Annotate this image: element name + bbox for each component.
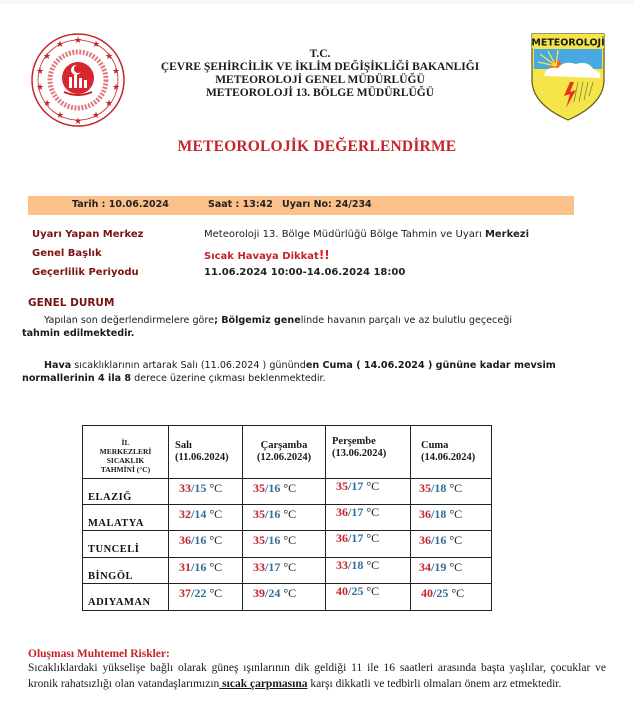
low-temp: 16	[434, 533, 447, 547]
corner-line: SICAKLIK	[106, 456, 145, 465]
center-value	[204, 229, 529, 240]
high-temp: 35	[253, 533, 265, 547]
table-row	[83, 505, 492, 531]
unit: °C	[363, 479, 380, 493]
general-status-paragraph-2	[22, 359, 556, 385]
corner-line: MERKEZLERİ	[99, 447, 152, 456]
high-temp: 33	[336, 558, 348, 572]
low-temp: 18	[351, 558, 364, 572]
date-label: (12.06.2024)	[256, 452, 312, 463]
unit: °C	[363, 505, 380, 519]
temperature-forecast-table	[82, 425, 492, 611]
high-temp: 33	[253, 560, 265, 574]
risks-paragraph	[28, 661, 606, 692]
low-temp: 25	[351, 584, 364, 598]
low-temp: 17	[268, 560, 281, 574]
temp-cell: 32/14 °C	[169, 505, 243, 531]
unit: °C	[280, 533, 297, 547]
high-temp: 35	[253, 507, 265, 521]
table-row	[83, 558, 492, 584]
svg-text:★: ★	[91, 40, 101, 50]
header-line-directorate: METEOROLOJİ GENEL MÜDÜRLÜĞÜ	[215, 74, 425, 86]
temp-cell: 36/18 °C	[411, 505, 492, 531]
day-label: Salı	[175, 440, 192, 451]
temp-cell: 36/17 °C	[326, 531, 411, 558]
meteorology-shield-icon	[530, 32, 606, 122]
temp-cell: 33/15 °C	[169, 479, 243, 505]
unit: °C	[363, 584, 380, 598]
unit: °C	[280, 481, 297, 495]
general-title-label: Genel Başlık	[32, 248, 102, 259]
high-temp: 36	[419, 533, 431, 547]
warning-info-bar	[28, 196, 574, 215]
unit: °C	[446, 507, 463, 521]
svg-text:★: ★	[35, 67, 45, 77]
temp-cell: 34/19 °C	[411, 558, 492, 584]
p2-text-d: normallerinin 4 ila 8	[22, 373, 132, 384]
city-name: TUNCELİ	[83, 531, 169, 558]
risks-heading: Oluşması Muhtemel Riskler:	[28, 648, 170, 660]
low-temp: 16	[268, 481, 281, 495]
risks-text-b: karşı dikkatli ve tedbirli olmaları önem arz etmektedir.	[307, 677, 562, 690]
p2-text-e: derece üzerine çıkması beklenmektedir.	[131, 373, 326, 384]
general-title-text: Sıcak Havaya Dikkat	[204, 251, 319, 262]
low-temp: 16	[194, 533, 207, 547]
unit: °C	[206, 586, 223, 600]
unit: °C	[206, 481, 223, 495]
warning-number: Uyarı No: 24/234	[282, 199, 372, 210]
column-header-thursday	[326, 426, 411, 479]
svg-text:★: ★	[111, 67, 121, 77]
table-row	[83, 584, 492, 611]
high-temp: 40	[336, 584, 348, 598]
general-title-value	[204, 248, 330, 262]
validity-period-label: Geçerlilik Periyodu	[32, 267, 139, 278]
svg-text:★: ★	[111, 83, 121, 93]
document-title: METEOROLOJİK DEĞERLENDİRME	[177, 138, 457, 155]
high-temp: 36	[336, 531, 348, 545]
header-line-regional: METEOROLOJİ 13. BÖLGE MÜDÜRLÜĞÜ	[205, 87, 435, 99]
unit: °C	[446, 481, 463, 495]
low-temp: 15	[194, 481, 207, 495]
p2-text-c: en Cuma ( 14.06.2024 ) gününe kadar mevsim	[305, 360, 556, 371]
low-temp: 16	[268, 507, 281, 521]
high-temp: 34	[419, 560, 431, 574]
header-line-ministry: ÇEVRE ŞEHİRCİLİK VE İKLİM DEĞİŞİKLİĞİ BAKANLIĞI	[160, 61, 480, 73]
svg-text:★: ★	[73, 36, 83, 46]
svg-text:★: ★	[73, 117, 83, 127]
column-header-tuesday	[169, 426, 243, 479]
ministry-seal-icon	[30, 32, 126, 128]
corner-header	[83, 426, 169, 479]
general-status-paragraph-1	[22, 314, 512, 340]
unit: °C	[363, 558, 380, 572]
p1-text-c: linde havanın parçalı ve az bulutlu geçeceği	[300, 315, 512, 326]
temp-cell: 40/25 °C	[326, 584, 411, 611]
unit: °C	[363, 531, 380, 545]
temp-cell: 35/16 °C	[243, 505, 326, 531]
header-line-tc: T.C.	[309, 48, 331, 60]
temp-cell: 35/17 °C	[326, 479, 411, 505]
unit: °C	[206, 560, 223, 574]
unit: °C	[446, 560, 463, 574]
low-temp: 14	[194, 507, 207, 521]
p1-text-d: tahmin edilmektedir.	[22, 328, 135, 339]
p1-text-a: Yapılan son değerlendirmelere göre	[44, 315, 215, 326]
day-label: Perşembe	[332, 436, 376, 447]
center-label: Uyarı Yapan Merkez	[32, 229, 144, 240]
svg-text:★: ★	[35, 83, 45, 93]
high-temp: 40	[421, 586, 433, 600]
high-temp: 35	[336, 479, 348, 493]
high-temp: 31	[179, 560, 191, 574]
corner-line: İL	[121, 438, 130, 447]
temp-cell: 35/18 °C	[411, 479, 492, 505]
temp-cell: 31/16 °C	[169, 558, 243, 584]
svg-text:★: ★	[104, 99, 114, 109]
svg-text:★: ★	[42, 99, 52, 109]
city-name: ELAZIĞ	[83, 479, 169, 505]
temp-cell: 39/24 °C	[243, 584, 326, 611]
low-temp: 25	[436, 586, 449, 600]
high-temp: 39	[253, 586, 265, 600]
city-name: ADIYAMAN	[83, 584, 169, 611]
unit: °C	[280, 507, 297, 521]
low-temp: 24	[268, 586, 281, 600]
high-temp: 35	[419, 481, 431, 495]
high-temp: 36	[419, 507, 431, 521]
low-temp: 17	[351, 479, 364, 493]
unit: °C	[448, 586, 465, 600]
p2-text-a: Hava	[44, 360, 72, 371]
date-label: (13.06.2024)	[332, 448, 387, 459]
low-temp: 17	[351, 505, 364, 519]
temp-cell: 36/17 °C	[326, 505, 411, 531]
high-temp: 37	[179, 586, 191, 600]
ministry-header	[130, 48, 510, 100]
svg-text:★: ★	[42, 52, 52, 62]
day-label: Çarşamba	[260, 440, 308, 451]
unit: °C	[206, 507, 223, 521]
warning-date: Tarih : 10.06.2024	[72, 199, 169, 210]
temp-cell: 40/25 °C	[411, 584, 492, 611]
temp-cell: 36/16 °C	[169, 531, 243, 558]
validity-period-value: 11.06.2024 10:00-14.06.2024 18:00	[204, 267, 406, 278]
table-header-row	[83, 426, 492, 479]
high-temp: 36	[179, 533, 191, 547]
unit: °C	[280, 586, 297, 600]
temp-cell: 36/16 °C	[411, 531, 492, 558]
column-header-friday	[411, 426, 492, 479]
day-label: Cuma	[421, 440, 449, 451]
temp-cell: 33/17 °C	[243, 558, 326, 584]
svg-text:METEOROLOJİ: METEOROLOJİ	[531, 37, 605, 49]
svg-text:★: ★	[55, 111, 65, 121]
top-strip	[0, 0, 634, 4]
table-row	[83, 479, 492, 505]
low-temp: 16	[194, 560, 207, 574]
exclaim-marks: !!	[318, 248, 330, 262]
temp-cell: 37/22 °C	[169, 584, 243, 611]
p2-text-b: sıcaklıklarının artarak Salı (11.06.2024 ) gününd	[71, 360, 306, 371]
high-temp: 36	[336, 505, 348, 519]
temp-cell: 35/16 °C	[243, 531, 326, 558]
low-temp: 18	[434, 507, 447, 521]
low-temp: 18	[434, 481, 447, 495]
date-label: (11.06.2024)	[175, 452, 229, 463]
unit: °C	[206, 533, 223, 547]
unit: °C	[446, 533, 463, 547]
svg-text:★: ★	[91, 111, 101, 121]
temp-cell: 33/18 °C	[326, 558, 411, 584]
low-temp: 22	[194, 586, 207, 600]
center-value-bold: Merkezi	[484, 229, 530, 240]
svg-text:★: ★	[55, 40, 65, 50]
warning-time: Saat : 13:42	[208, 199, 273, 210]
corner-line: TAHMİNİ (°C)	[100, 465, 151, 474]
low-temp: 17	[351, 531, 364, 545]
general-status-heading: GENEL DURUM	[28, 297, 115, 309]
center-value-text: Meteoroloji 13. Bölge Müdürlüğü Bölge Tahmin ve Uyarı	[204, 229, 485, 240]
svg-text:★: ★	[104, 52, 114, 62]
low-temp: 16	[268, 533, 281, 547]
city-name: BİNGÖL	[83, 558, 169, 584]
date-label: (14.06.2024)	[421, 452, 476, 463]
risks-text-a: Sıcaklıklardaki yükselişe bağlı olarak güneş ışınlarının dik geldiği 11 ile 16 saatleri arasında başta yaşlılar, çocuklar ve kronik rahatsızlığı olan vatandaşlarımızın	[28, 662, 606, 690]
low-temp: 19	[434, 560, 447, 574]
high-temp: 32	[179, 507, 191, 521]
unit: °C	[280, 560, 297, 574]
high-temp: 35	[253, 481, 265, 495]
table-row	[83, 531, 492, 558]
p1-text-b: ; Bölgemiz gene	[214, 315, 301, 326]
risks-emphasis: sıcak çarpmasına	[219, 677, 308, 690]
temp-cell: 35/16 °C	[243, 479, 326, 505]
city-name: MALATYA	[83, 505, 169, 531]
high-temp: 33	[179, 481, 191, 495]
column-header-wednesday	[243, 426, 326, 479]
